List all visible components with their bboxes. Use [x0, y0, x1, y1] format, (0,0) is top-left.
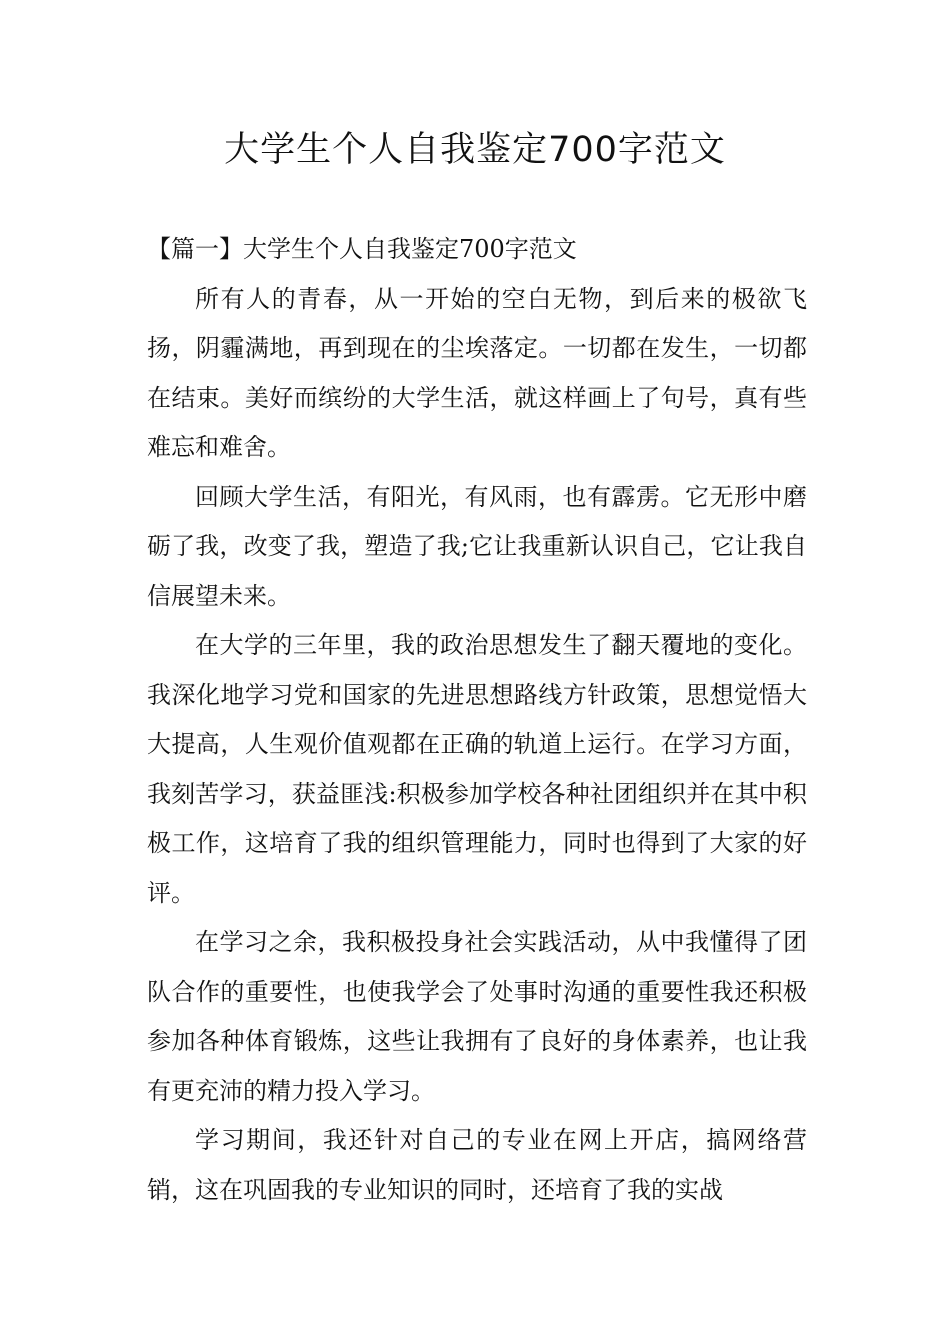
document-body — [147, 225, 807, 1215]
paragraph-5: 学习期间，我还针对自己的专业在网上开店，搞网络营销，这在巩固我的专业知识的同时，还培育了我的实战 — [147, 1126, 807, 1204]
paragraph-3: 在大学的三年里，我的政治思想发生了翻天覆地的变化。我深化地学习党和国家的先进思想路线方针政策，思想觉悟大大提高，人生观价值观都在正确的轨道上运行。在学习方面，我刻苦学习，获益匪浅:积极参加学校各种社团组织并在其中积极工作，这培育了我的组织管理能力，同时也得到了大家的好评。 — [147, 631, 807, 907]
paragraph-4: 在学习之余，我积极投身社会实践活动，从中我懂得了团队合作的重要性，也使我学会了处事时沟通的重要性我还积极参加各种体育锻炼，这些让我拥有了良好的身体素养，也让我有更充沛的精力投入学习。 — [147, 928, 807, 1105]
document-title: 大学生个人自我鉴定700字范文 — [224, 130, 726, 170]
paragraph-1: 所有人的青春，从一开始的空白无物，到后来的极欲飞扬，阴霾满地，再到现在的尘埃落定。一切都在发生，一切都在结束。美好而缤纷的大学生活，就这样画上了句号，真有些难忘和难舍。 — [147, 284, 807, 461]
paragraph-2: 回顾大学生活，有阳光，有风雨，也有霹雳。它无形中磨砺了我，改变了我，塑造了我;它让我重新认识自己，它让我自信展望未来。 — [147, 482, 807, 610]
section-heading: 【篇一】大学生个人自我鉴定700字范文 — [147, 235, 577, 263]
